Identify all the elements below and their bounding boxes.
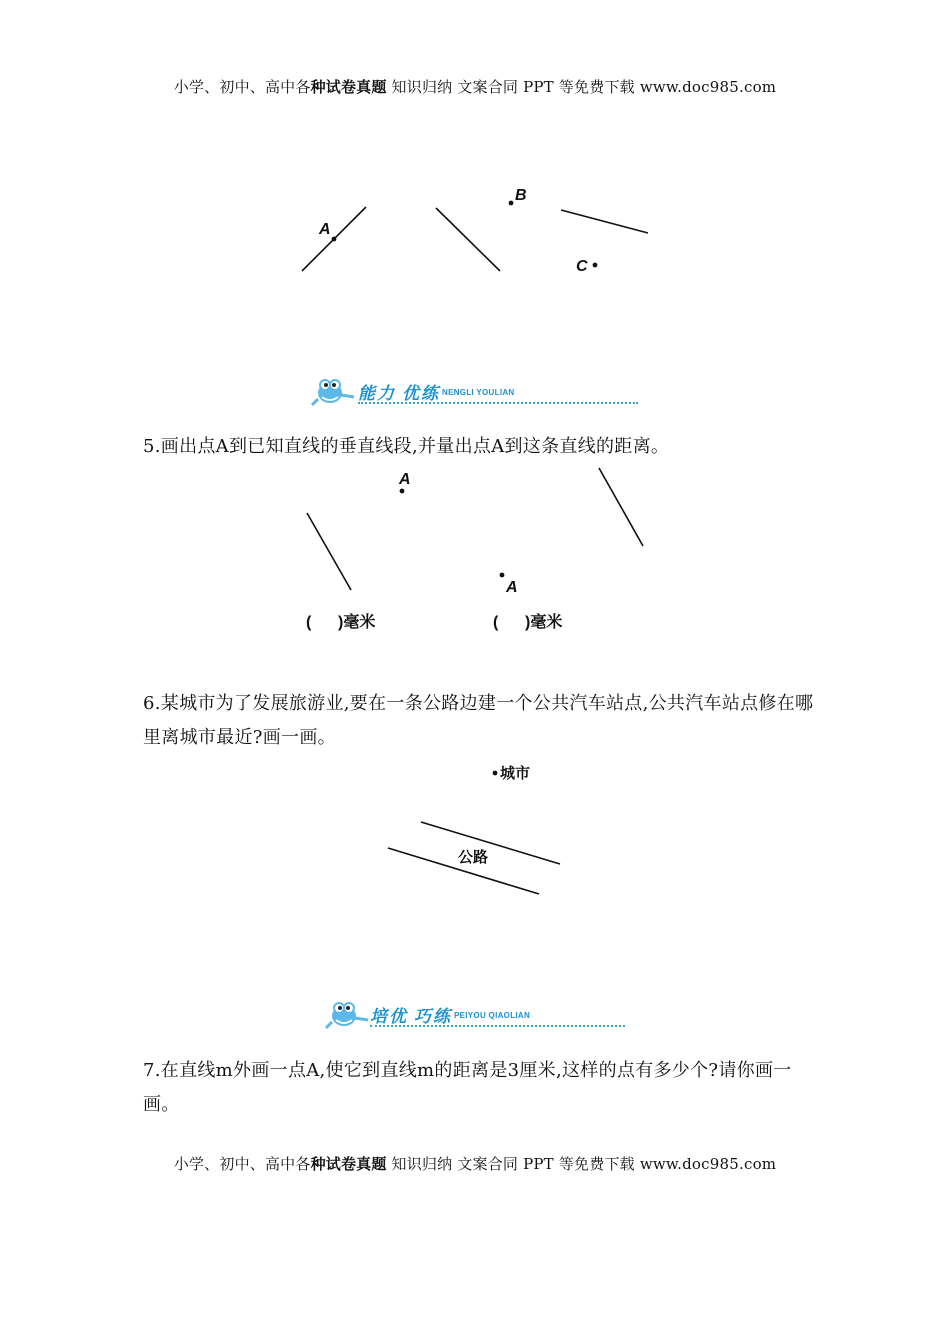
question5-figure xyxy=(307,468,643,596)
banner2-title-2: 巧练 xyxy=(414,1007,452,1027)
city-label: 城市 xyxy=(500,765,531,782)
header-text-bold: 种试卷真题 xyxy=(310,78,387,96)
banner1-subtitle: NENGLI YOULIAN xyxy=(442,388,515,397)
page-footer xyxy=(0,1153,950,1174)
footer-text-2: 知识归纳 文案合同 PPT 等免费下载 www.doc985.com xyxy=(386,1155,777,1173)
q5-answer-blank-left: ( )毫米 xyxy=(306,614,376,631)
point-b xyxy=(509,201,514,206)
label-point-a: A xyxy=(319,221,331,238)
section-banner-ability xyxy=(308,373,638,409)
question7-text: 7.在直线m外画一点A,使它到直线m的距离是3厘米,这样的点有多少个?请你画一画。 xyxy=(143,1060,792,1115)
question6-figure xyxy=(388,764,560,894)
road-edge-top xyxy=(421,822,560,864)
q5-line-right xyxy=(599,468,643,546)
footer-text-bold: 种试卷真题 xyxy=(310,1155,387,1173)
q5-label-a1: A xyxy=(399,471,411,488)
top-figure xyxy=(302,187,648,275)
label-point-b: B xyxy=(515,187,527,204)
banner1-title-1: 能力 xyxy=(358,384,396,404)
q5-answer-blank-right: ( )毫米 xyxy=(493,614,563,631)
city-point xyxy=(493,771,498,776)
mascot-icon-2 xyxy=(322,996,372,1032)
line-near-b xyxy=(436,208,500,271)
road-label: 公路 xyxy=(458,849,489,866)
q5-line-left xyxy=(307,513,351,590)
question6-text: 6.某城市为了发展旅游业,要在一条公路边建一个公共汽车站点,公共汽车站点修在哪里离城市最近?画一画。 xyxy=(143,693,814,748)
footer-text-1: 小学、初中、高中各 xyxy=(173,1155,311,1173)
header-text-2: 知识归纳 文案合同 PPT 等免费下载 www.doc985.com xyxy=(386,78,777,96)
section-banner-advanced xyxy=(322,996,627,1032)
banner2-title-1: 培优 xyxy=(370,1007,408,1027)
question5-text: 5.画出点A到已知直线的垂直线段,并量出点A到这条直线的距离。 xyxy=(143,436,670,457)
banner2-subtitle: PEIYOU QIAOLIAN xyxy=(454,1011,531,1020)
banner1-title-2: 优练 xyxy=(402,384,440,404)
header-text-1: 小学、初中、高中各 xyxy=(173,78,311,96)
mascot-icon xyxy=(308,373,358,409)
banner1-dotted-rule xyxy=(358,402,638,404)
q5-label-a2: A xyxy=(506,579,518,596)
line-near-c xyxy=(561,210,648,233)
point-a xyxy=(332,237,337,242)
label-point-c: C xyxy=(576,258,588,275)
banner2-dotted-rule xyxy=(370,1025,625,1027)
q5-point-a2 xyxy=(500,573,505,578)
point-c xyxy=(593,263,598,268)
q5-point-a1 xyxy=(400,489,405,494)
